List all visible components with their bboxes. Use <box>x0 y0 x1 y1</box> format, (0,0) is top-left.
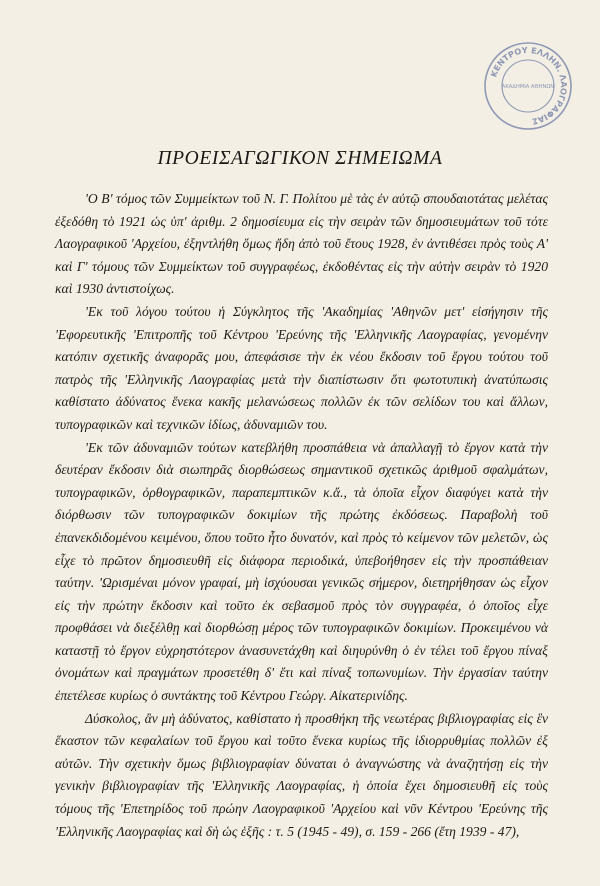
paragraph: 'Εκ τοῦ λόγου τούτου ἡ Σύγκλητος τῆς 'Ακαδημίας 'Αθηνῶν μετ' εἰσήγησιν τῆς 'Εφορευτικῆς 'Επιτροπῆς τοῦ Κέντρου 'Ερεύνης τῆς 'Ελληνικῆς Λαογραφίας, γενομένην κατόπιν σχετικῆς ἀναφορᾶς μου, ἀπεφάσισε τὴν ἐκ νέου ἔκδοσιν τοῦ ἔργου τούτου τοῦ πατρὸς τῆς 'Ελληνικῆς Λαογραφίας μετὰ τὴν διαπίστωσιν ὅτι φωτοτυπικὴ ἀνατύπωσις καθίστατο ἀδύνατος ἕνεκα κακῆς μελανώσεως πολλῶν ἐκ τῶν σελίδων του καὶ ἄλλων, τυπογραφικῶν καὶ τεχνικῶν ἰδίως, ἀδυναμιῶν του. <box>55 303 548 432</box>
paragraph: 'Εκ τῶν ἀδυναμιῶν τούτων κατεβλήθη προσπάθεια νὰ ἀπαλλαγῇ τὸ ἔργον κατὰ τὴν δευτέραν ἔκδοσιν διὰ σιωπηρᾶς διορθώσεως σημαντικοῦ σχετικῶς ἀριθμοῦ σφαλμάτων, τυπογραφικῶν, ὀρθογραφικῶν, παραπεμπτικῶν κ.ἄ., τὰ ὁποῖα εἶχον διαφύγει κατὰ τὴν διόρθωσιν τῶν τυπογραφικῶν δοκιμίων τῆς πρώτης ἐκδόσεως. Παραβολὴ τοῦ ἐπανεκδιδομένου κειμένου, ὅπου τοῦτο ἦτο δυνατόν, καὶ πρὸς τὸ κείμενον τῶν μελετῶν, ὡς εἶχε τὸ πρῶτον δημοσιευθῆ εἰς διάφορα περιοδικά, ὑπεβοήθησεν εἰς τὴν προσπάθειαν ταύτην. 'Ωρισμέναι μόνον γραφαί, μὴ ἰσχύουσαι γενικῶς σήμερον, διετηρήθησαν ὡς εἶχον εἰς τὴν πρώτην ἔκδοσιν καὶ τοῦτο ἐκ σεβασμοῦ πρὸς τὸν συγγραφέα, ὁ ὁποῖος εἶχε προφθάσει νὰ διεξέλθῃ καὶ διορθώσῃ μέρος τῶν τυπογραφικῶν δοκιμίων. Προκειμένου νὰ καταστῇ τὸ ἔργον εὐχρηστότερον ἀνασυνετάχθη καὶ διηυρύνθη ὁ ἐν τέλει τοῦ ἔργου πίναξ ὀνομάτων καὶ πραγμάτων προσετέθη δ' ἔτι καὶ πίναξ τοπωνυμίων. Τὴν ἐργασίαν ταύτην ἐπετέλεσε κυρίως ὁ συντάκτης τοῦ Κέντρου Γεώργ. Αἰκατερινίδης. <box>55 439 548 704</box>
library-stamp <box>482 40 574 132</box>
paragraph: 'Ο Β' τόμος τῶν Συμμείκτων τοῦ Ν. Γ. Πολίτου μὲ τὰς ἐν αὐτῷ σπουδαιοτάτας μελέτας ἐξεδόθη τὸ 1921 ὡς ὑπ' ἀριθμ. 2 δημοσίευμα εἰς τὴν σειρὰν τῶν δημοσιευμάτων τοῦ τότε Λαογραφικοῦ 'Αρχείου, ἐξηντλήθη ὅμως ἤδη ἀπὸ τοῦ ἔτους 1928, ἐν ἀντιθέσει πρὸς τοὺς Α' καὶ Γ' τόμους τῶν Συμμείκτων τοῦ συγγραφέως, ἐκδοθέντας εἰς τὴν αὐτὴν σειρὰν τὸ 1920 καὶ 1930 ἀντιστοίχως. <box>55 191 548 297</box>
body-text <box>55 188 548 843</box>
stamp-inner-text: ΑΚΑΔΗΜΙΑ ΑΘΗΝΩΝ <box>501 84 555 90</box>
stamp-outer-text: ΚΕΝΤΡΟΥ ΕΛΛΗΝ. ΛΑΟΓΡΑΦΙΑΣ <box>488 44 570 127</box>
paragraph: Δύσκολος, ἂν μὴ ἀδύνατος, καθίστατο ἡ προσθήκη τῆς νεωτέρας βιβλιογραφίας εἰς ἓν ἕκαστον τῶν κεφαλαίων τοῦ ἔργου καὶ τοῦτο ἕνεκα κυρίως τῆς ἰδιορρυθμίας πολλῶν ἐξ αὐτῶν. Τὴν σχετικὴν ὅμως βιβλιογραφίαν δύναται ὁ ἀναγνώστης νὰ ἀναζητήσῃ εἰς τὴν γενικὴν βιβλιογραφίαν τῆς 'Ελληνικῆς Λαογραφίας, ἡ ὁποία ἔχει δημοσιευθῆ εἰς τοὺς τόμους τῆς 'Επετηρίδος τοῦ πρώην Λαογραφικοῦ 'Αρχείου καὶ νῦν Κέντρου 'Ερεύνης τῆς 'Ελληνικῆς Λαογραφίας καὶ δὴ ὡς ἑξῆς : τ. 5 (1945 - 49), σ. 159 - 266 (ἔτη 1939 - 47), <box>55 710 548 839</box>
page-title: ΠΡΟΕΙΣΑΓΩΓΙΚΟΝ ΣΗΜΕΙΩΜΑ <box>157 148 443 169</box>
